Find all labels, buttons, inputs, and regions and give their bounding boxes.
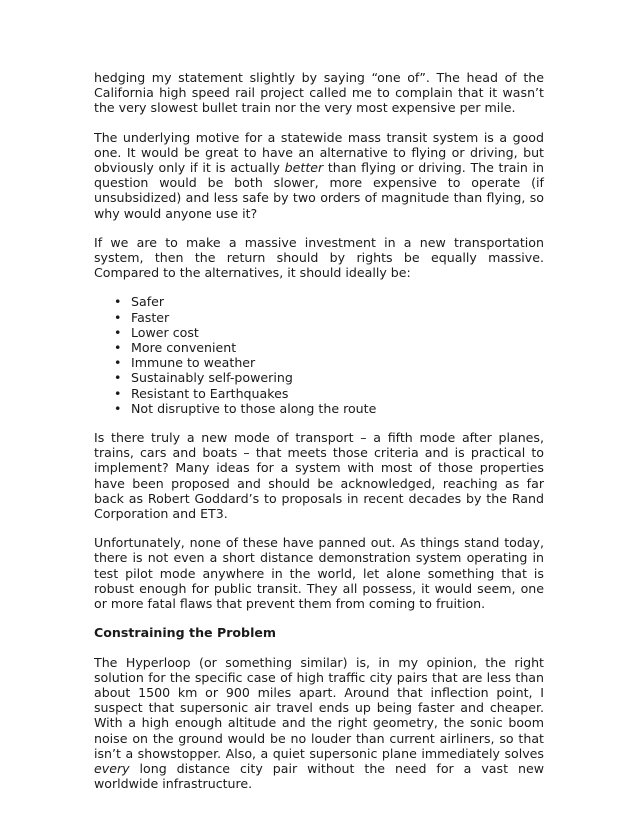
- paragraph-unfortunately: [94, 535, 544, 611]
- list-item: [114, 355, 544, 371]
- bullet-icon: •: [114, 294, 122, 310]
- emphasis-every: every: [94, 760, 130, 776]
- bullet-icon: •: [114, 385, 122, 401]
- list-item-text: Sustainably self-powering: [131, 370, 293, 386]
- paragraph-underlying-motive-text-a: The underlying motive for a statewide mass transit system is a good one. It would be great to have an alternative to flying or driving, but obviously only if it is actually: [94, 129, 544, 176]
- list-item: [114, 324, 544, 340]
- bullet-icon: •: [114, 309, 122, 325]
- list-item: [114, 385, 544, 401]
- bullet-icon: •: [114, 400, 122, 416]
- list-item: [114, 309, 544, 325]
- paragraph-underlying-motive-text-b: than flying or driving. The train in question would be both slower, more expensive to operate (if unsubsidized) and less safe by two orders of magnitude than flying, so why would anyone use it?: [94, 160, 545, 221]
- list-item-text: Safer: [131, 294, 165, 310]
- list-item-text: Immune to weather: [131, 355, 256, 371]
- emphasis-better: better: [284, 160, 324, 176]
- section-heading: Constraining the Problem: [94, 625, 277, 641]
- paragraph-massive-investment-text: If we are to make a massive investment in a new transportation system, then the return should by rights be equally massive. Compared to the alternatives, it should ideally be:: [94, 234, 544, 281]
- list-item-text: More convenient: [131, 340, 237, 356]
- paragraph-hedging: [94, 70, 544, 116]
- list-item-text: Faster: [131, 309, 170, 325]
- paragraph-unfortunately-text: Unfortunately, none of these have panned out. As things stand today, there is not even a short distance demonstration system operating in test pilot mode anywhere in the world, let alone something that is robust enough for public transit. They all possess, it would seem, one or more fatal flaws that prevent them from coming to fruition.: [94, 535, 544, 612]
- list-item: [114, 370, 544, 386]
- list-item: [114, 340, 544, 356]
- list-item-text: Resistant to Earthquakes: [131, 385, 289, 401]
- paragraph-new-mode-text: Is there truly a new mode of transport – a fifth mode after planes, trains, cars and boats – that meets those criteria and is practical to implement? Many ideas for a system with most of those properties have been proposed and should be acknowledged, reaching as far back as Robert Goddard’s to proposals in recent decades by the Rand Corporation and ET3.: [94, 430, 544, 522]
- paragraph-underlying-motive: [94, 130, 544, 221]
- paragraph-new-mode: [94, 430, 544, 521]
- document-page: [94, 70, 544, 805]
- bullet-icon: •: [114, 324, 122, 340]
- paragraph-hyperloop-text-a: The Hyperloop (or something similar) is, in my opinion, the right solution for the specific case of high traffic city pairs that are less than about 1500 km or 900 miles apart. Around that inflection point, I suspect that supersonic air travel ends up being faster and cheaper. With a high enough altitude and the right geometry, the sonic boom noise on the ground would be no louder than current airliners, so that isn’t a showstopper. Also, a quiet supersonic plane immediately solves: [94, 654, 544, 761]
- paragraph-hyperloop-text-b: long distance city pair without the need for a vast new worldwide infrastructure.: [94, 760, 544, 792]
- list-item: [114, 294, 544, 310]
- bullet-icon: •: [114, 340, 122, 356]
- list-item: [114, 400, 544, 416]
- criteria-list: [94, 294, 544, 416]
- paragraph-hyperloop: [94, 655, 544, 792]
- list-item-text: Lower cost: [131, 324, 199, 340]
- bullet-icon: •: [114, 355, 122, 371]
- paragraph-hedging-text: hedging my statement slightly by saying “one of”. The head of the California high speed rail project called me to complain that it wasn’t the very slowest bullet train nor the very most expensive per mile.: [94, 70, 544, 116]
- paragraph-massive-investment: [94, 235, 544, 281]
- bullet-icon: •: [114, 370, 122, 386]
- list-item-text: Not disruptive to those along the route: [131, 400, 377, 416]
